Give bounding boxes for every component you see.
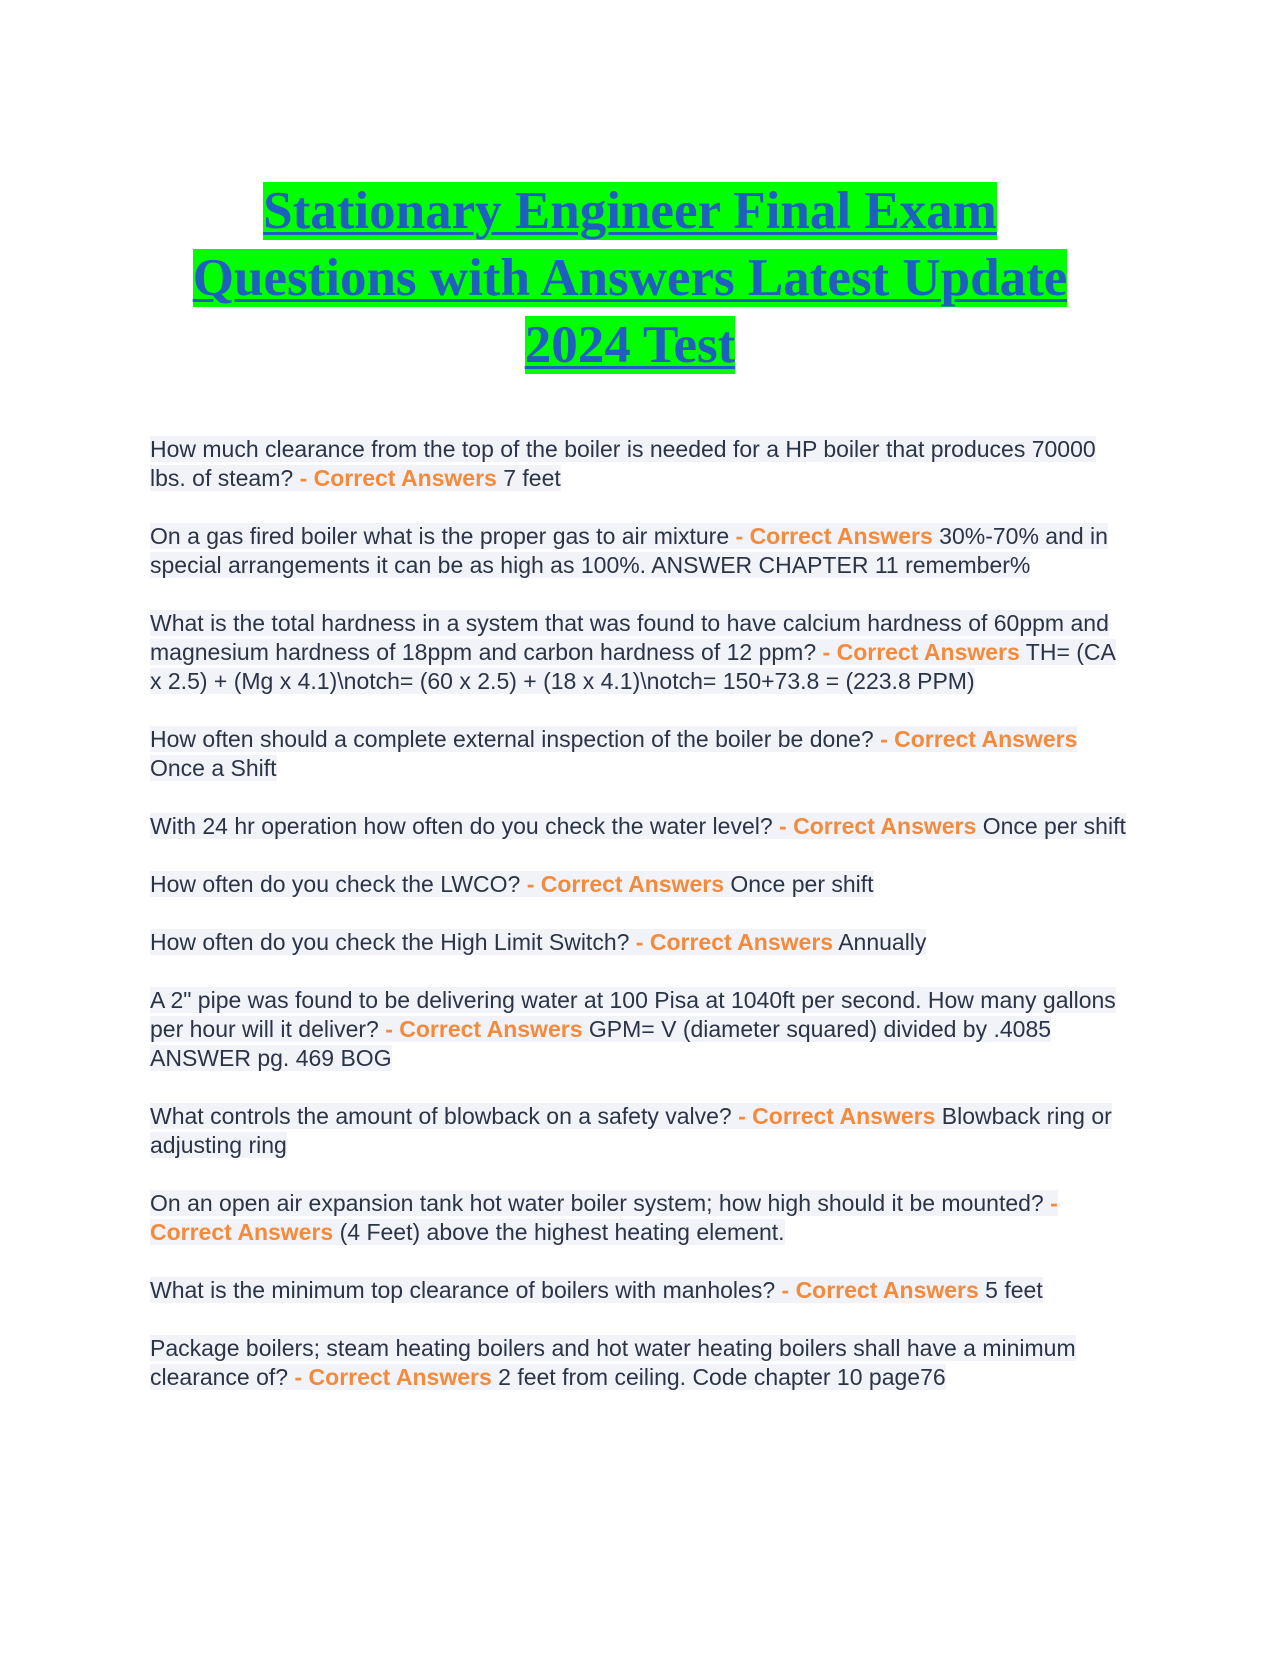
qa-item: [150, 1276, 1130, 1305]
qa-list: [150, 435, 1130, 1421]
qa-item: [150, 522, 1130, 580]
qa-question: On a gas fired boiler what is the proper gas to air mixture: [150, 523, 730, 549]
qa-answer: 5 feet: [985, 1277, 1043, 1303]
qa-item: [150, 928, 1130, 957]
qa-question: What is the total hardness in a system that was found to have calcium hardness of 60ppm and magnesium hardness of 18ppm and carbon hardness of 12 ppm?: [150, 610, 1109, 665]
qa-answer-marker: - Correct Answers: [738, 1103, 936, 1129]
qa-answer-marker: - Correct Answers: [294, 1364, 492, 1390]
qa-answer-marker: - Correct Answers: [526, 871, 724, 897]
qa-item: [150, 1102, 1130, 1160]
qa-question: How much clearance from the top of the boiler is needed for a HP boiler that produces 70000 lbs. of steam?: [150, 436, 1096, 491]
qa-question: With 24 hr operation how often do you check the water level?: [150, 813, 773, 839]
qa-answer: Once a Shift: [150, 755, 277, 781]
qa-item: [150, 812, 1130, 841]
qa-answer: TH= (CA x 2.5) + (Mg x 4.1)\notch= (60 x 2.5) + (18 x 4.1)\notch= 150+73.8 = (223.8 PPM): [150, 639, 1116, 694]
qa-item: [150, 870, 1130, 899]
qa-question: What controls the amount of blowback on a safety valve?: [150, 1103, 732, 1129]
qa-answer-marker: - Correct Answers: [735, 523, 933, 549]
title-line-3: 2024 Test: [524, 316, 736, 374]
qa-question: What is the minimum top clearance of boilers with manholes?: [150, 1277, 776, 1303]
qa-item: [150, 1334, 1130, 1392]
qa-answer-marker: - Correct Answers: [822, 639, 1020, 665]
qa-question: How often should a complete external inspection of the boiler be done?: [150, 726, 874, 752]
qa-answer: 2 feet from ceiling. Code chapter 10 page76: [498, 1364, 946, 1390]
qa-answer-marker: - Correct Answers: [635, 929, 834, 955]
qa-answer-marker: - Correct Answers: [299, 465, 497, 491]
qa-answer-marker: - Correct Answers: [385, 1016, 583, 1042]
title-line-2: Questions with Answers Latest Update: [192, 249, 1068, 307]
qa-answer-marker: - Correct Answers: [779, 813, 977, 839]
qa-answer: Blowback ring or adjusting ring: [150, 1103, 1112, 1158]
qa-answer: GPM= V (diameter squared) divided by .4085 ANSWER pg. 469 BOG: [150, 1016, 1052, 1071]
qa-answer-marker: - Correct Answers: [781, 1277, 979, 1303]
qa-question: How often do you check the LWCO?: [150, 871, 521, 897]
qa-answer-marker: - Correct Answers: [150, 1190, 1058, 1245]
qa-question: How often do you check the High Limit Switch?: [150, 929, 630, 955]
qa-item: [150, 435, 1130, 493]
title-line-1: Stationary Engineer Final Exam: [263, 182, 997, 240]
qa-question: On an open air expansion tank hot water boiler system; how high should it be mounted?: [150, 1190, 1044, 1216]
qa-answer: Annually: [838, 929, 927, 955]
qa-answer: Once per shift: [982, 813, 1126, 839]
qa-answer: Once per shift: [730, 871, 874, 897]
document-title: [140, 178, 1120, 379]
qa-answer-marker: - Correct Answers: [880, 726, 1078, 752]
qa-answer: 30%-70% and in special arrangements it can be as high as 100%. ANSWER CHAPTER 11 remember%: [150, 523, 1108, 578]
qa-question: A 2" pipe was found to be delivering water at 100 Pisa at 1040ft per second. How many gallons per hour will it deliver?: [150, 987, 1116, 1042]
qa-question: Package boilers; steam heating boilers and hot water heating boilers shall have a minimum clearance of?: [150, 1335, 1076, 1390]
qa-item: [150, 609, 1130, 696]
qa-item: [150, 1189, 1130, 1247]
qa-item: [150, 725, 1130, 783]
qa-answer: 7 feet: [503, 465, 561, 491]
qa-answer: (4 Feet) above the highest heating element.: [339, 1219, 785, 1245]
qa-item: [150, 986, 1130, 1073]
